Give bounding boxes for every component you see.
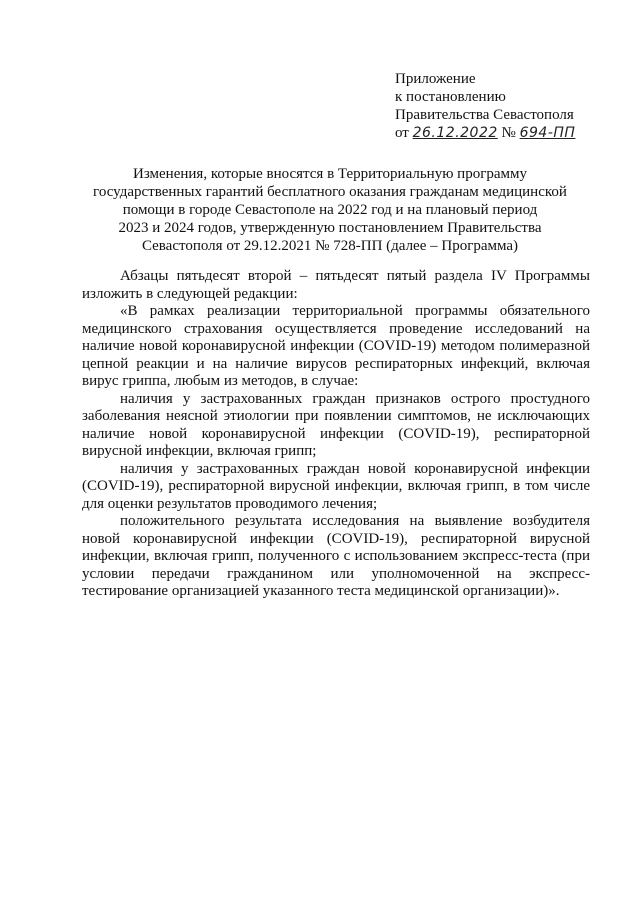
handwritten-date: 26.12.2022 (412, 125, 498, 141)
title-line-1: Изменения, которые вносятся в Территориальную программу (132, 166, 527, 182)
appendix-line-2: к постановлению (395, 89, 506, 105)
handwritten-number: 694-ПП (519, 125, 576, 141)
document-body (82, 268, 590, 601)
paragraph-case-2: наличия у застрахованных граждан новой коронавирусной инфекции (COVID-19), респираторной вирусной инфекции, включая грипп, в том числе для оценки результатов проводимого лечения; (82, 460, 590, 512)
paragraph-case-1: наличия у застрахованных граждан признаков острого простудного заболевания неясной этиологии при появлении симптомов, не исключающих наличие новой коронавирусной инфекции (COVID-19), респираторной вирусной инфекции, включая грипп; (82, 390, 590, 459)
number-prefix: № (501, 125, 516, 141)
document-title (70, 165, 590, 255)
date-prefix: от (395, 125, 409, 141)
title-line-2: государственных гарантий бесплатного оказания гражданам медицинской (93, 184, 567, 200)
title-line-3: помощи в городе Севастополе на 2022 год и на плановый период (122, 202, 538, 218)
appendix-date-number-line (395, 124, 605, 142)
title-line-5: Севастополя от 29.12.2021 № 728-ПП (далее – Программа) (141, 238, 519, 254)
paragraph-intro: Абзацы пятьдесят второй – пятьдесят пятый раздела IV Программы изложить в следующей редакции: (82, 268, 590, 302)
paragraph-case-3: положительного результата исследования на выявление возбудителя новой коронавирусной инфекции (COVID-19), респираторной вирусной инфекции, включая грипп, полученного с использованием экспресс-теста (при условии передачи гражданином или уполномоченной на экспресс-тестирование организацией указанного теста медицинской организации)». (82, 513, 590, 599)
appendix-line-1: Приложение (395, 71, 476, 87)
title-line-4: 2023 и 2024 годов, утвержденную постановлением Правительства (118, 220, 542, 236)
appendix-header (395, 70, 605, 142)
paragraph-quote-start: «В рамках реализации территориальной программы обязательного медицинского страхования осуществляется проведение исследований на наличие новой коронавирусной инфекции (COVID-19) методом полимеразной цепной реакции и на наличие вирусов респираторных инфекций, включая вирус гриппа, любым из методов, в случае: (82, 303, 590, 389)
appendix-line-3: Правительства Севастополя (395, 107, 574, 123)
